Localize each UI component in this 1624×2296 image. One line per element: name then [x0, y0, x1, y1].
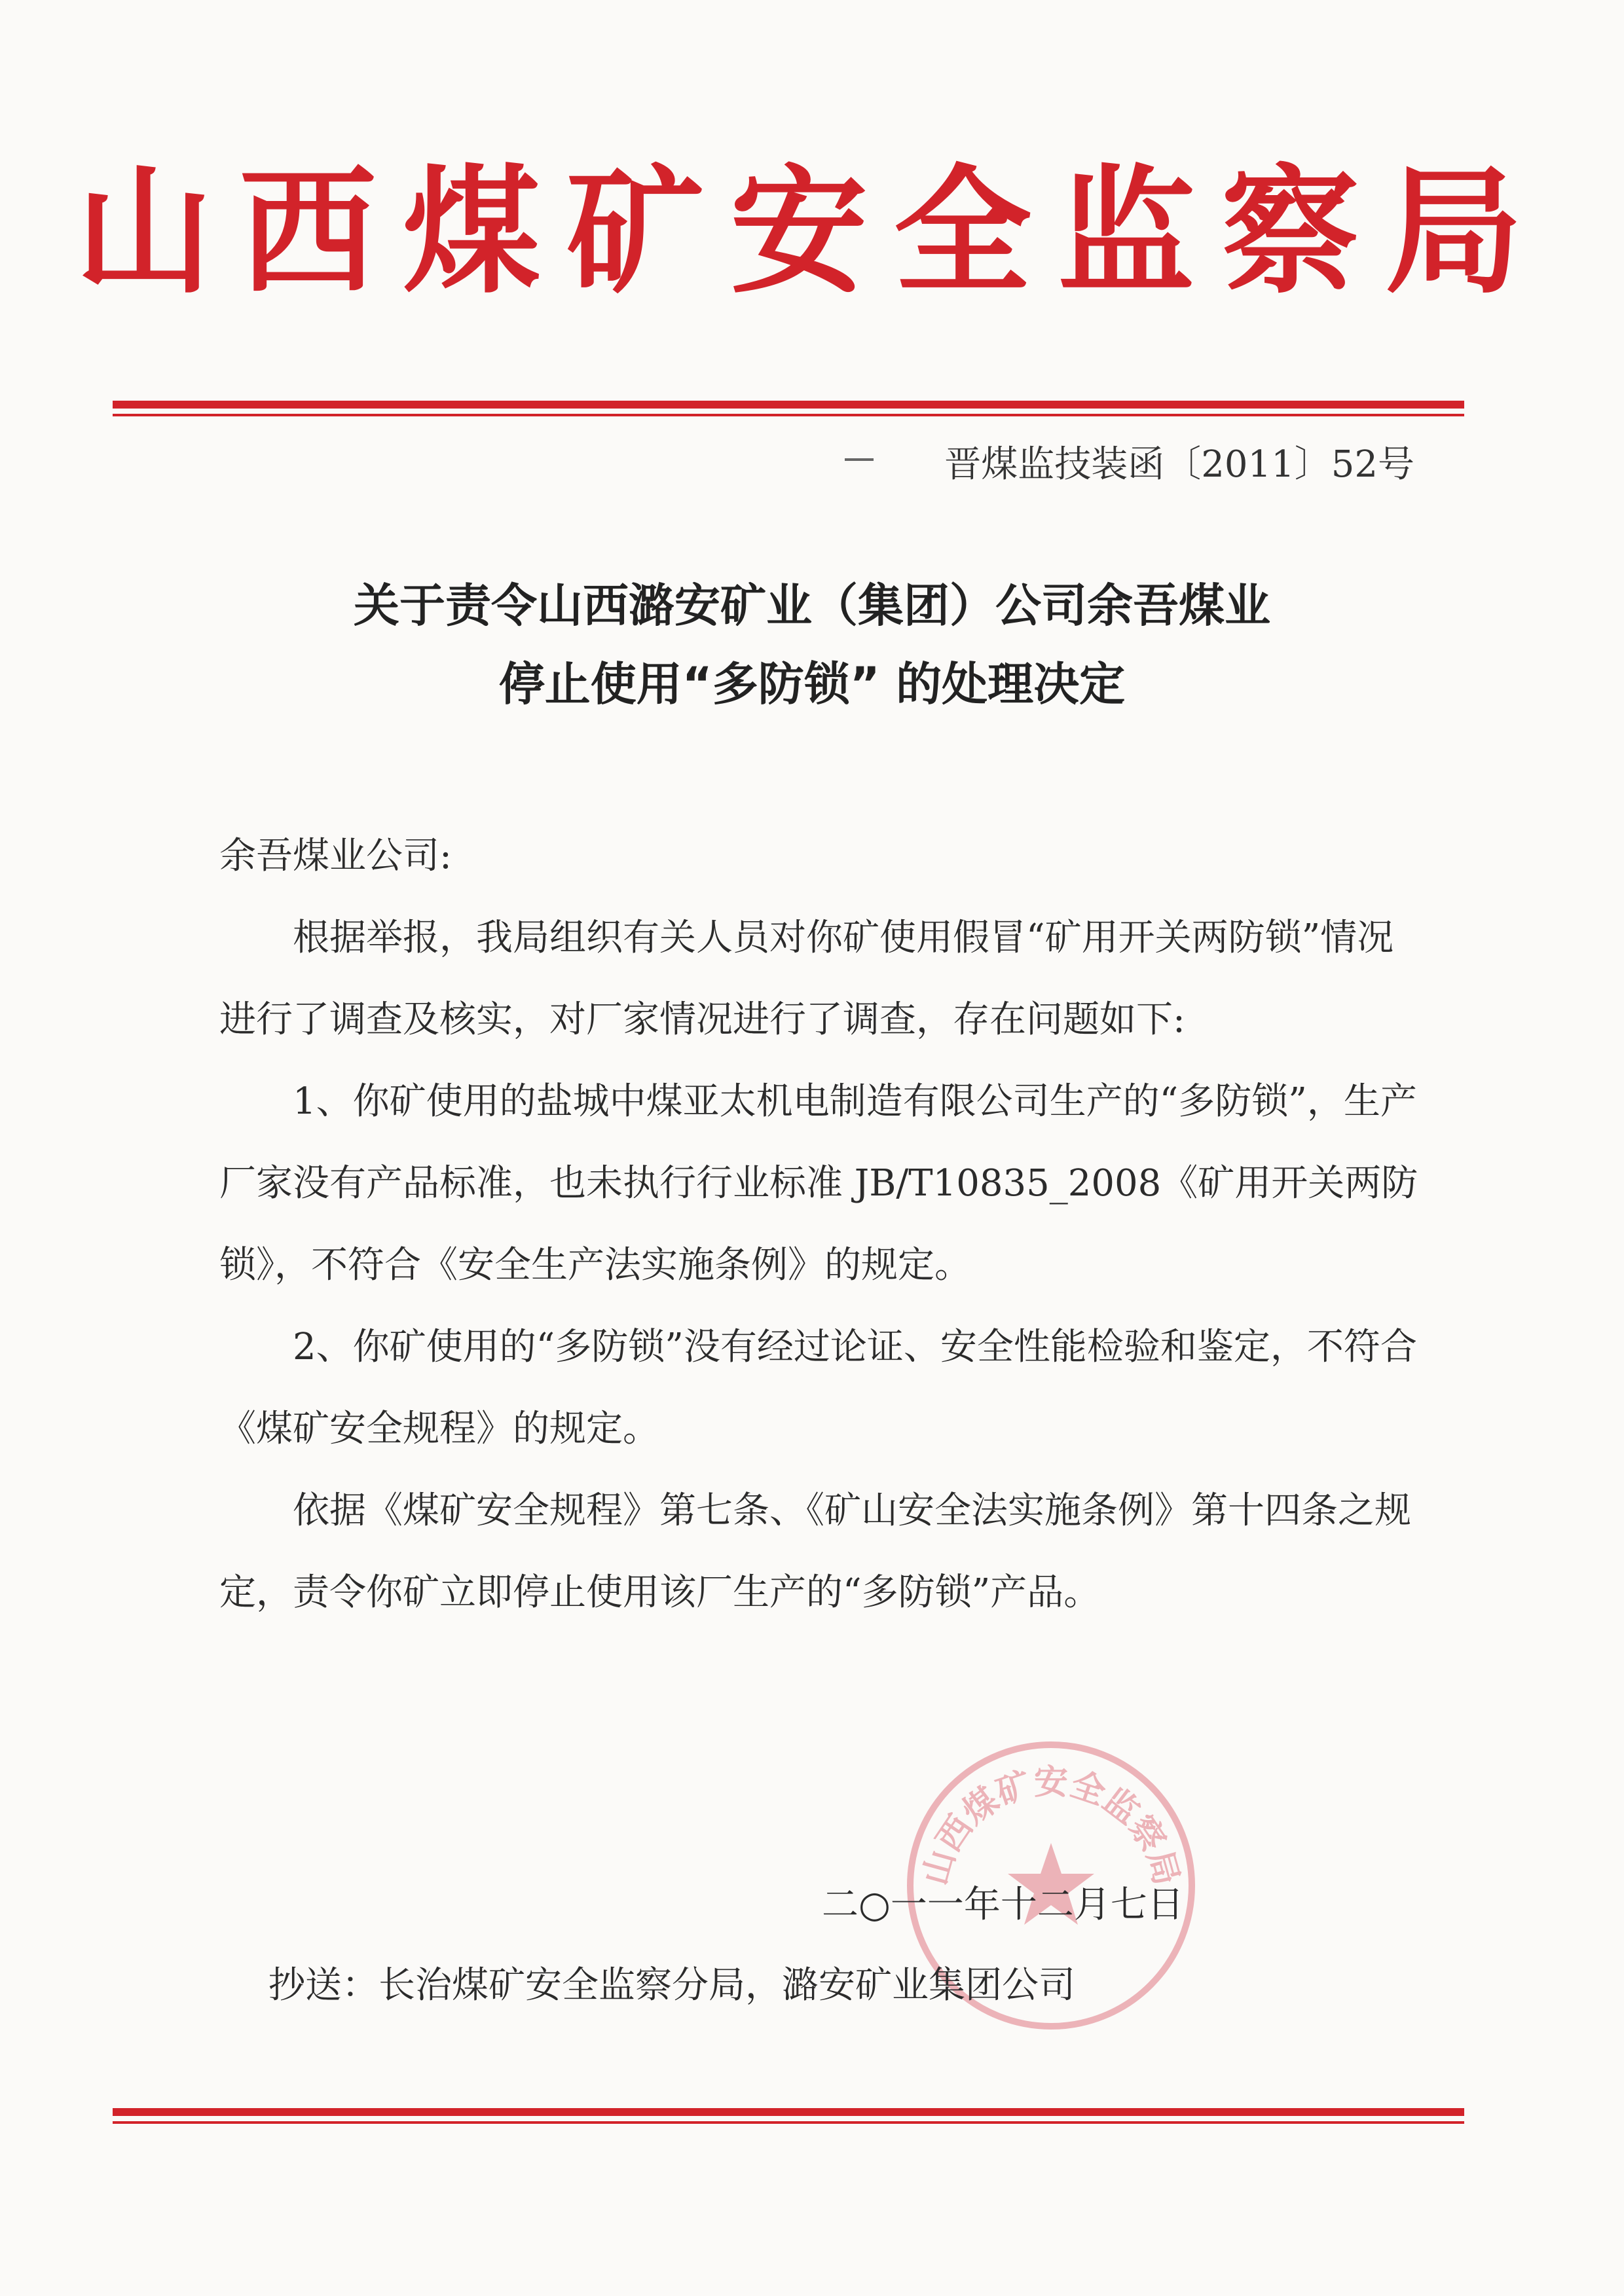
- letterhead-title: 山西煤矿安全监察局: [75, 152, 1549, 312]
- seal-text: 山西煤矿安全监察局: [915, 1763, 1187, 1889]
- letterhead-rule-thick: [113, 401, 1464, 409]
- document-body: [219, 815, 1424, 1633]
- paragraph-1: 根据举报，我局组织有关人员对你矿使用假冒“矿用开关两防锁”情况进行了调查及核实，对厂家情况进行了调查，存在问题如下:: [219, 917, 1394, 1041]
- footer-rule-thick: [113, 2108, 1464, 2116]
- doc-number-mark: [845, 458, 874, 461]
- doc-title-line2: 停止使用“多防锁” 的处理决定: [498, 657, 1126, 711]
- salutation: 余吾煤业公司:: [219, 835, 452, 877]
- paragraph-2: 1、你矿使用的盐城中煤亚太机电制造有限公司生产的“多防锁”，生产厂家没有产品标准，也未执行行业标准 JB/T10835_2008《矿用开关两防锁》，不符合《安全生产法实施条例》的规定。: [219, 1080, 1418, 1286]
- footer-rule-thin: [113, 2121, 1464, 2124]
- doc-title-line1: 关于责令山西潞安矿业（集团）公司余吾煤业: [354, 579, 1270, 632]
- issue-date: 二○一一年十二月七日: [822, 1884, 1184, 1926]
- paragraph-3: 2、你矿使用的“多防锁”没有经过论证、安全性能检验和鉴定，不符合《煤矿安全规程》的规定。: [219, 1326, 1417, 1450]
- paragraph-4: 依据《煤矿安全规程》第七条、《矿山安全法实施条例》第十四条之规定，责令你矿立即停止使用该厂生产的“多防锁”产品。: [219, 1489, 1411, 1614]
- letterhead-rule-thin: [113, 414, 1464, 416]
- doc-number: 晋煤监技装函〔2011〕52号: [944, 443, 1414, 486]
- cc-recipients: 抄送：长治煤矿安全监察分局，潞安矿业集团公司: [268, 1964, 1075, 2007]
